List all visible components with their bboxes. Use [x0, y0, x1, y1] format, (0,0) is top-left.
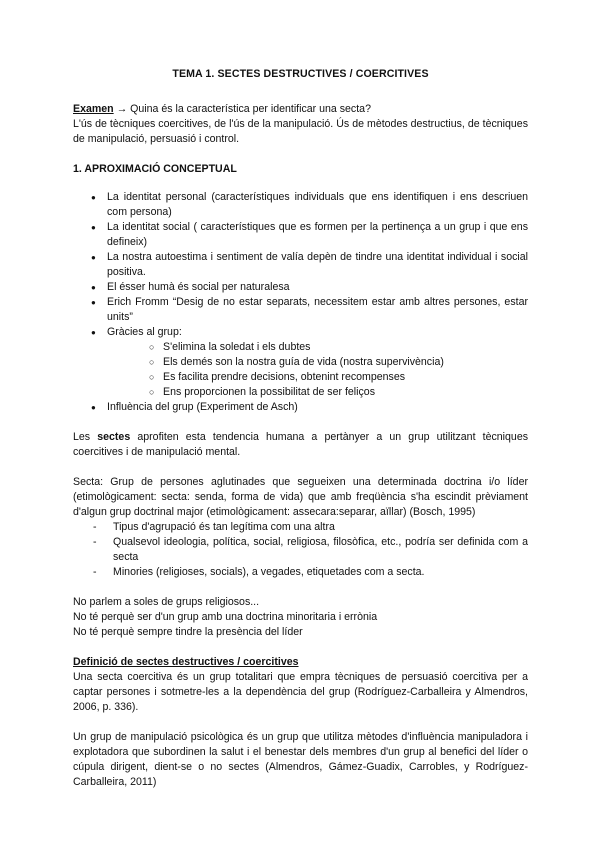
list-item-label: Gràcies al grup:: [107, 326, 182, 338]
group-benefits-list: [107, 340, 528, 400]
sectes-paragraph: [73, 430, 528, 460]
list-item: ● La identitat social ( característiques que es formen per la pertinença a un grup i que ens defineix): [91, 220, 528, 250]
sectes-post-text: aprofiten esta tendencia humana a pertànyer a un grup utilitzant tècniques coercitives i de manipulació mental.: [73, 431, 529, 458]
definitions-heading-text: Definició de sectes destructives / coercitives: [73, 656, 299, 668]
list-item: ● Erich Fromm “Desig de no estar separats, necessitem estar amb altres persones, estar units”: [91, 295, 528, 325]
note-line: No parlem a soles de grups religiosos...: [73, 596, 260, 608]
list-item: ● La identitat personal (característiques individuals que ens identifiquen i ens descriuen com persona): [91, 190, 528, 220]
list-item: ● El ésser humà és social per naturalesa: [91, 280, 528, 295]
definition-paragraph-2: Un grup de manipulació psicològica és un grup que utilitza mètodes d'influència manipuladora i explotadora que subordinen la salut i el benestar dels membres d'un grup al benefici del líder o cúpula dirigent, dient-se o no sectes (Almendros, Gámez-Guadix, Carrobles, y Rodríguez- Carballeira, 2011): [73, 731, 528, 788]
note-line: No té perquè ser d'un grup amb una doctrina minoritaria i errònia: [73, 611, 378, 623]
list-item: - Qualsevol ideologia, política, social, religiosa, filosòfica, etc., podría ser definida com a secta: [93, 535, 528, 565]
secta-definition: Secta: Grup de persones aglutinades que segueixen una determinada doctrina i/o líder (etimològicament: secta: senda, forma de vida) que amb freqüència s'ha escindit prèviament d'algun grup doctrinal major (etimològicament: assecara:separar, aïllar) (Bosch, 1995): [73, 476, 528, 518]
sub-list-item: ○ Els demés son la nostra guía de vida (nostra supervivència): [149, 355, 528, 370]
sub-list-item: ○ Ens proporcionen la possibilitat de ser feliços: [149, 385, 528, 400]
exam-answer: L'ús de tècniques coercitives, de l'ús de la manipulació. Ús de mètodes destructius, de tècniques de manipulació, persuasió i control.: [73, 118, 528, 145]
list-item: ● La nostra autoestima i sentiment de valía depèn de tindre una identitat individual i social positiva.: [91, 250, 528, 280]
list-item: - Minories (religioses, socials), a vegades, etiquetades com a secta.: [93, 565, 528, 580]
section-heading-aproximacio: 1. APROXIMACIÓ CONCEPTUAL: [73, 163, 237, 175]
list-item: ● Influència del grup (Experiment de Asch): [91, 400, 528, 415]
sub-list-item: ○ Es facilita prendre decisions, obtenint recompenses: [149, 370, 528, 385]
document-page: [73, 67, 528, 790]
definition-paragraph-1: Una secta coercitiva és un grup totalitari que empra tècniques de persuasió coercitiva per a captar persones i sotmetre-les a la dependència del grup (Rodríguez-Carballeira y Almendros, 2006, p. 336).: [73, 671, 528, 713]
exam-question: [73, 102, 528, 117]
exam-question-text: → Quina és la característica per identificar una secta?: [113, 103, 371, 115]
exam-label: Examen: [73, 103, 114, 115]
concept-bullet-list: [73, 190, 528, 415]
document-title: TEMA 1. SECTES DESTRUCTIVES / COERCITIVES: [172, 68, 429, 80]
sub-list-item: ○ S'elimina la soledat i els dubtes: [149, 340, 528, 355]
note-line: No té perquè sempre tindre la presència del líder: [73, 626, 303, 638]
sectes-bold-term: sectes: [97, 431, 131, 443]
sectes-pre-text: Les: [73, 431, 98, 443]
secta-dash-list: [73, 520, 528, 580]
definitions-heading: [73, 655, 528, 670]
list-item: - Tipus d'agrupació és tan legítima com una altra: [93, 520, 528, 535]
list-item-gracies: [91, 325, 528, 400]
